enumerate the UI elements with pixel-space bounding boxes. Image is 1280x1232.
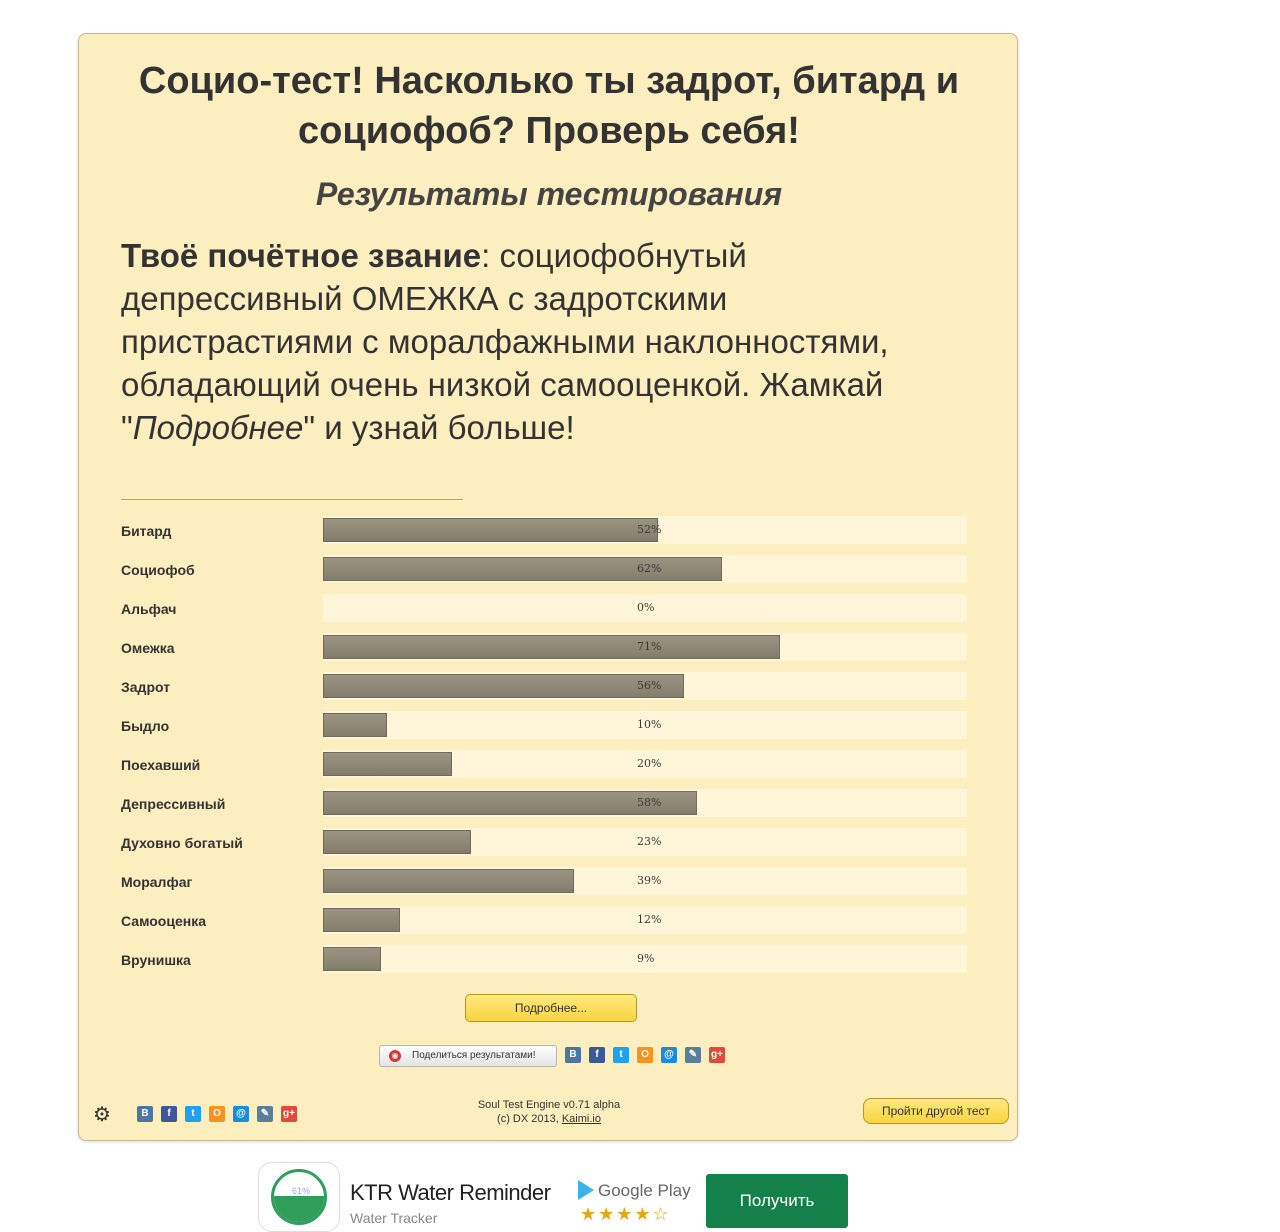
bar-value-label: 58% xyxy=(637,796,662,809)
bar-track xyxy=(323,672,967,700)
bar xyxy=(323,869,574,893)
more-button[interactable]: Подробнее... xyxy=(465,994,637,1022)
app-logo-icon[interactable] xyxy=(258,1162,340,1232)
chart-row xyxy=(121,633,971,661)
bar-label: Самооценка xyxy=(121,913,206,929)
googleplus-icon[interactable]: g+ xyxy=(281,1106,297,1122)
bar-label: Альфач xyxy=(121,601,177,617)
logo-percent: 61% xyxy=(292,1186,311,1196)
ad-app-name[interactable]: KTR Water Reminder xyxy=(350,1180,551,1205)
odnoklassniki-icon[interactable]: О xyxy=(637,1047,653,1063)
bar-value-label: 56% xyxy=(637,679,662,692)
chart-row xyxy=(121,828,971,856)
bar-value-label: 20% xyxy=(637,757,662,770)
engine-version: Soul Test Engine v0.71 alpha xyxy=(477,1099,621,1111)
bar-value-label: 52% xyxy=(637,523,662,536)
bar-label: Духовно богатый xyxy=(121,835,243,851)
bar xyxy=(323,674,684,698)
googleplus-icon[interactable]: g+ xyxy=(709,1047,725,1063)
vk-icon[interactable]: В xyxy=(137,1106,153,1122)
water-fill xyxy=(274,1196,324,1222)
bar-track xyxy=(323,867,967,895)
bar-track xyxy=(323,555,967,583)
chart-row xyxy=(121,555,971,583)
bar-track xyxy=(323,789,967,817)
chart-row xyxy=(121,906,971,934)
rank-description xyxy=(121,234,901,449)
bar-label: Битард xyxy=(121,523,172,539)
share-results-button[interactable] xyxy=(379,1045,557,1067)
bar-label: Врунишка xyxy=(121,952,191,968)
chart-row xyxy=(121,867,971,895)
kaimi-link[interactable]: Kaimi.io xyxy=(561,1113,601,1125)
facebook-icon[interactable]: f xyxy=(161,1106,177,1122)
bar xyxy=(323,830,471,854)
odnoklassniki-icon[interactable]: О xyxy=(209,1106,225,1122)
bar xyxy=(323,908,400,932)
bar-label: Омежка xyxy=(121,640,175,656)
mailru-icon[interactable]: @ xyxy=(661,1047,677,1063)
app-ad-banner[interactable] xyxy=(256,1160,856,1230)
google-play-badge xyxy=(578,1180,691,1201)
bar-label: Поехавший xyxy=(121,757,201,773)
rank-text-end: " и узнай больше! xyxy=(303,409,575,446)
bar-track xyxy=(323,633,967,661)
engine-copyright xyxy=(439,1112,659,1126)
bar-track xyxy=(323,906,967,934)
page-title: Социо-тест! Насколько ты задрот, битард и социофоб? Проверь себя! xyxy=(138,60,960,152)
bar-value-label: 0% xyxy=(637,601,655,614)
share-label: Поделиться результатами! xyxy=(412,1050,536,1061)
bar-value-label: 71% xyxy=(637,640,662,653)
chart-row xyxy=(121,945,971,973)
bar-value-label: 39% xyxy=(637,874,662,887)
bar xyxy=(323,635,780,659)
water-logo-circle xyxy=(271,1169,327,1225)
bar-value-label: 10% xyxy=(637,718,662,731)
bar xyxy=(323,557,722,581)
rank-text: : социофобнутый депрессивный ОМЕЖКА с задротскими пристрастиями с моралфажными наклонностями, обладающий очень низкой самооценкой. Жамкай " xyxy=(121,237,889,446)
bar-value-label: 12% xyxy=(637,913,662,926)
bar-track xyxy=(323,828,967,856)
rank-label: Твоё почётное звание xyxy=(121,237,482,274)
store-name: Google Play xyxy=(598,1181,691,1200)
chart-row xyxy=(121,516,971,544)
twitter-icon[interactable]: t xyxy=(613,1047,629,1063)
mailru-icon[interactable]: @ xyxy=(233,1106,249,1122)
result-card xyxy=(78,33,1018,1141)
share-icon: ◉ xyxy=(389,1050,401,1062)
bar-track xyxy=(323,516,967,544)
bar xyxy=(323,518,658,542)
chart-row xyxy=(121,750,971,778)
livejournal-icon[interactable]: ✎ xyxy=(685,1047,701,1063)
bar-track xyxy=(323,945,967,973)
engine-credits xyxy=(439,1098,659,1126)
twitter-icon[interactable]: t xyxy=(185,1106,201,1122)
bar xyxy=(323,713,387,737)
chart-row xyxy=(121,789,971,817)
vk-icon[interactable]: В xyxy=(565,1047,581,1063)
divider xyxy=(121,499,463,500)
facebook-icon[interactable]: f xyxy=(589,1047,605,1063)
get-app-button[interactable]: Получить xyxy=(706,1174,848,1228)
chart-row xyxy=(121,594,971,622)
bar-label: Социофоб xyxy=(121,562,195,578)
livejournal-icon[interactable]: ✎ xyxy=(257,1106,273,1122)
bar-label: Моралфаг xyxy=(121,874,193,890)
bar-value-label: 9% xyxy=(637,952,655,965)
engine-copyright-text: (c) DX 2013, xyxy=(497,1113,562,1125)
other-test-button[interactable]: Пройти другой тест xyxy=(863,1098,1009,1124)
bar-label: Депрессивный xyxy=(121,796,226,812)
gear-icon[interactable]: ⚙ xyxy=(93,1104,111,1126)
bar-track xyxy=(323,594,967,622)
chart-row xyxy=(121,711,971,739)
bar-track xyxy=(323,711,967,739)
rating-stars: ★★★★☆ xyxy=(580,1204,671,1224)
rank-emphasis: Подробнее xyxy=(132,409,304,446)
ad-app-subtitle: Water Tracker xyxy=(350,1210,438,1226)
bar-label: Быдло xyxy=(121,718,170,734)
bar-value-label: 62% xyxy=(637,562,662,575)
bar xyxy=(323,752,452,776)
bar xyxy=(323,947,381,971)
chart-row xyxy=(121,672,971,700)
results-subtitle: Результаты тестирования xyxy=(315,176,783,212)
google-play-icon xyxy=(578,1180,594,1200)
bar-track xyxy=(323,750,967,778)
bar-value-label: 23% xyxy=(637,835,662,848)
bar-label: Задрот xyxy=(121,679,171,695)
